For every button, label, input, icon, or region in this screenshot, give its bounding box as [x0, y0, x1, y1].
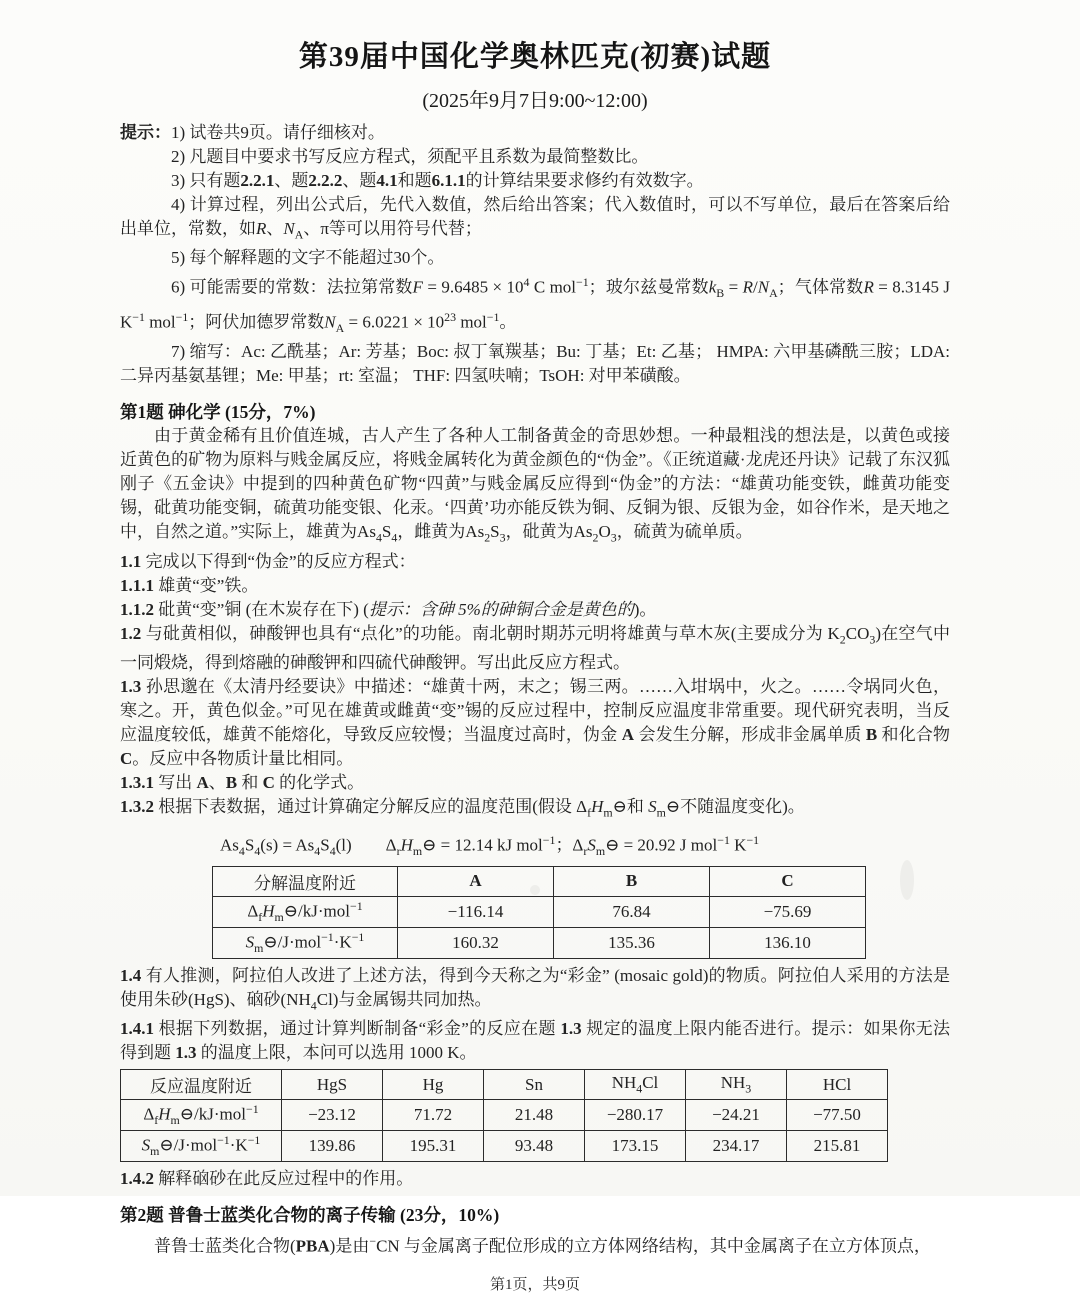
t1-header-A: A	[398, 866, 554, 896]
t1-row1-label: $\Delta_fH_m⊖/kJ\cdot mol^{-1}$	[213, 896, 398, 927]
q1-item-1-1-1: 1.1.1 雄黄“变”铁。	[120, 575, 259, 595]
t2-cell: −280.17	[585, 1100, 686, 1131]
t2-header-Hg: Hg	[383, 1070, 484, 1100]
t2-cell: −24.21	[686, 1100, 787, 1131]
table-row	[213, 866, 866, 896]
t1-row2-label: $S_m⊖/J\cdot mol^{-1}\cdot K^{-1}$	[213, 927, 398, 958]
hint-item-2: 2) 凡题目中要求书写反应方程式，须配平且系数为最简整数比。	[171, 147, 649, 166]
t2-cell: 139.86	[282, 1131, 383, 1162]
hint-text-1: 1) 试卷共9页。请仔细核对。	[171, 123, 385, 142]
t2-header-NH4Cl: $NH_4Cl$	[585, 1070, 686, 1100]
exam-date: (2025年9月7日9:00~12:00)	[422, 90, 648, 112]
t2-row2-label: $S_m⊖/J\cdot mol^{-1}\cdot K^{-1}$	[121, 1131, 282, 1162]
t2-header-HCl: HCl	[787, 1070, 888, 1100]
decomposition-data-table	[212, 866, 866, 959]
q2-intro: 普鲁士蓝类化合物(PBA)是由−CN 与金属离子配位形成的立方体网络结构，其中金属离子在立方体顶点，	[154, 1234, 931, 1256]
t1-header-B: B	[554, 866, 710, 896]
t2-cell: 21.48	[484, 1100, 585, 1131]
q1-item-1-4: 1.4 有人推测，阿拉伯人改进了上述方法，得到今天称之为“彩金” (mosaic gold)的物质。阿拉伯人采用的方法是使用朱砂(HgS)、硇砂$(NH_4Cl)$与金属锡共同加热。	[120, 965, 950, 1013]
hint-item-3: 3) 只有题2.2.1、题2.2.2、题4.1和题6.1.1的计算结果要求修约有效数字。	[171, 171, 704, 190]
t2-cell: 195.31	[383, 1131, 484, 1162]
hints-label: 提示：	[120, 123, 171, 142]
q1-item-1-3: 1.3 孙思邈在《太清丹经要诀》中描述：“雄黄十两，末之；锡三两。……入坩埚中，火之。……令埚同火色，寒之。开，黄色似金。”可见在雄黄或雌黄“变”锡的反应过程中，控制反应温度非常重要。现代研究表明，当反应温度较低，雄黄不能熔化，导致反应较慢；当温度过高时，伪金 A 会发生分解，形成非金属单质 B 和化合物 C。反应中各物质计量比相同。	[120, 677, 951, 769]
q1-item-1-4-2: 1.4.2 解释硇砂在此反应过程中的作用。	[120, 1169, 414, 1189]
t1-cell: −75.69	[710, 896, 866, 927]
t1-cell: 135.36	[554, 927, 710, 958]
hints-section	[120, 121, 950, 388]
q1-item-1-1: 1.1 完成以下得到“伪金”的反应方程式：	[120, 551, 416, 571]
t2-cell: 93.48	[484, 1131, 585, 1162]
t2-header-NH3: $NH_3$	[686, 1070, 787, 1100]
t1-cell: −116.14	[398, 896, 554, 927]
hint-item-4: 4) 计算过程，列出公式后，先代入数值，然后给出答案；代入数值时，可以不写单位，最后在答案后给出单位，常数，如R、$N_A$、π等可以用符号代替；	[120, 195, 950, 242]
hint-item-6: 6) 可能需要的常数：法拉第常数$F = 9.6485 \times 10^4$ C mol$^{-1}$；玻尔兹曼常数$k_B = R/N_A$；气体常数R = 8.3145 J $K^{-1}$ mol$^{-1}$；阿伏加德罗常数$N_A = 6.0221 \times 10^{23}$ mol$^{-1}$。	[120, 275, 950, 336]
question-2-section	[120, 1203, 950, 1259]
t1-header-C: C	[710, 866, 866, 896]
page-number: 第1页，共9页	[489, 1276, 580, 1293]
q2-heading: 第2题 普鲁士蓝类化合物的离子传输 (23分，10%)	[120, 1205, 500, 1226]
q1-item-1-1-2: 1.1.2 砒黄“变”铜 (在木炭存在下) (提示：含砷 5%的砷铜合金是黄色的)。	[120, 599, 657, 619]
question-1-section	[120, 400, 950, 1191]
t2-cell: −23.12	[282, 1100, 383, 1131]
q1-item-1-4-1: 1.4.1 根据下列数据，通过计算判断制备“彩金”的反应在题 1.3 规定的温度上限内能否进行。提示：如果你无法得到题 1.3 的温度上限，本问可以选用 1000 K。	[120, 1019, 950, 1063]
t1-header-label: 分解温度附近	[213, 866, 398, 896]
mosaic-gold-data-table	[120, 1069, 888, 1162]
t2-cell: −77.50	[787, 1100, 888, 1131]
t2-cell: 71.72	[383, 1100, 484, 1131]
hint-item-7: 7) 缩写：Ac: 乙酰基；Ar: 芳基；Boc: 叔丁氧羰基；Bu: 丁基；Et: 乙基； HMPA: 六甲基磷酰三胺；LDA: 二异丙基氨基锂；Me: 甲基；rt: 室温； THF: 四氢呋喃；TsOH: 对甲苯磺酸。	[120, 342, 950, 386]
table-row	[121, 1070, 888, 1100]
q1-heading: 第1题 砷化学 (15分，7%)	[120, 402, 316, 423]
t2-cell: 215.81	[787, 1131, 888, 1162]
q1-item-1-3-1: 1.3.1 写出 A、B 和 C 的化学式。	[120, 773, 365, 793]
table-row	[121, 1100, 888, 1131]
t2-header-HgS: HgS	[282, 1070, 383, 1100]
t1-cell: 76.84	[554, 896, 710, 927]
hint-item-1	[120, 121, 950, 145]
table-row	[213, 896, 866, 927]
t1-cell: 136.10	[710, 927, 866, 958]
t2-cell: 173.15	[585, 1131, 686, 1162]
q1-intro: 由于黄金稀有且价值连城，古人产生了各种人工制备黄金的奇思妙想。一种最粗浅的想法是，以黄色或接近黄色的矿物为原料与贱金属反应，将贱金属转化为黄金颜色的“伪金”。《正统道藏·龙虎还丹诀》记载了东汉狐刚子《五金诀》中提到的四种黄色矿物“四黄”与贱金属反应得到“伪金”的方法：“雄黄功能变铁，雌黄功能变锡，砒黄功能变铜，硫黄功能变银、化汞。‘四黄’功亦能反铁为铜、反铜为银、反银为金，如谷作米，是天地之中，自然之道。”实际上，雄黄为$As_4S_4$，雌黄为$As_2S_3$，砒黄为$As_2O_3$，硫黄为硫单质。	[120, 426, 950, 545]
t2-cell: 234.17	[686, 1131, 787, 1162]
fusion-equation: $As_4S_4(s) = As_4S_4(l)$ $\Delta_rH_m⊖ = 12.14$ kJ mol$^{-1}$；$\Delta_rS_m⊖ = 20.92$ J mol$^{-1}$ $K^{-1}$	[220, 832, 760, 858]
table-row	[213, 927, 866, 958]
t1-cell: 160.32	[398, 927, 554, 958]
t2-row1-label: $\Delta_fH_m⊖/kJ\cdot mol^{-1}$	[121, 1100, 282, 1131]
q1-item-1-3-2: 1.3.2 根据下表数据，通过计算确定分解反应的温度范围(假设 $\Delta_fH_m⊖$和 $S_m⊖$不随温度变化)。	[120, 797, 805, 820]
t2-header-Sn: Sn	[484, 1070, 585, 1100]
hint-item-5: 5) 每个解释题的文字不能超过30个。	[171, 248, 445, 268]
table-row	[121, 1131, 888, 1162]
q1-item-1-2: 1.2 与砒黄相似，砷酸钾也具有“点化”的功能。南北朝时期苏元明将雄黄与草木灰(主要成分为 $K_2CO_3$)在空气中一同煅烧，得到熔融的砷酸钾和四硫代砷酸钾。写出此反应方程式。	[120, 623, 950, 673]
t2-header-label: 反应温度附近	[121, 1070, 282, 1100]
page-title: 第39届中国化学奥林匹克(初赛)试题	[298, 41, 772, 73]
